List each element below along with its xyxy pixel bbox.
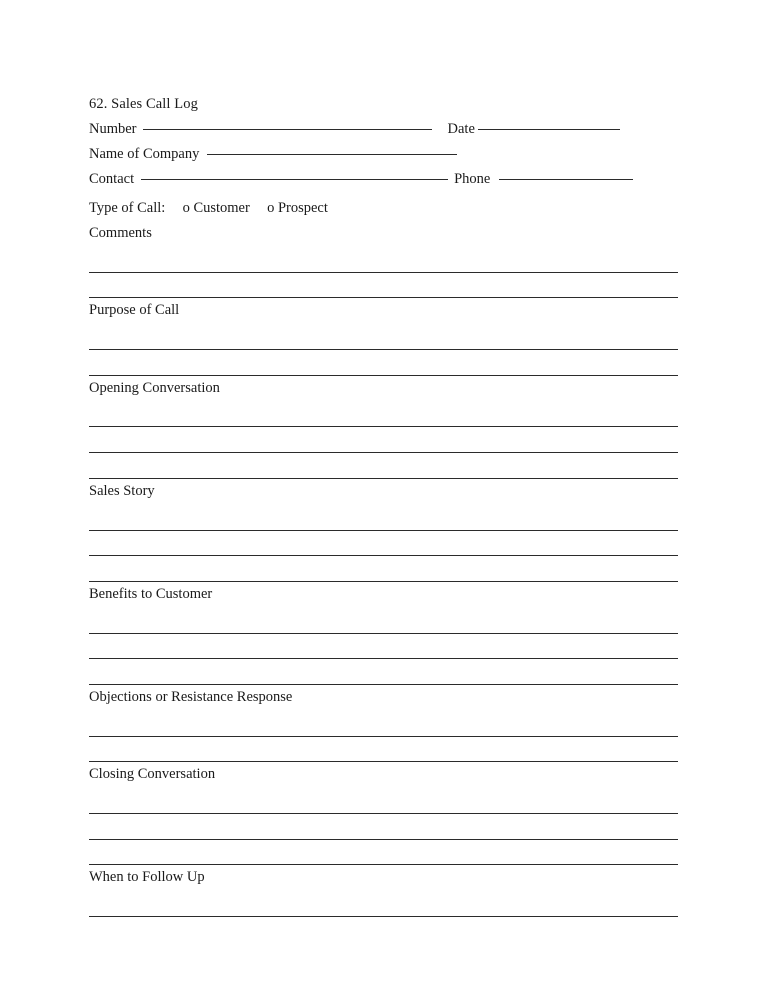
type-of-call-row xyxy=(89,196,679,221)
section-heading: Benefits to Customer xyxy=(89,585,213,602)
field-row-contact-phone xyxy=(89,171,679,196)
write-line[interactable] xyxy=(89,273,678,299)
write-line[interactable] xyxy=(89,659,678,685)
section-heading: Closing Conversation xyxy=(89,766,216,783)
section-comments xyxy=(89,221,679,298)
section-heading: Opening Conversation xyxy=(89,379,220,396)
label-number: Number xyxy=(89,121,137,137)
form-sections xyxy=(89,221,679,917)
section-write-lines xyxy=(89,607,679,685)
section-purpose-of-call xyxy=(89,298,679,375)
section-write-lines xyxy=(89,246,679,298)
section-write-lines xyxy=(89,787,679,865)
write-line[interactable] xyxy=(89,891,678,917)
label-date: Date xyxy=(447,121,475,137)
field-row-company xyxy=(89,146,679,171)
section-benefits-to-customer xyxy=(89,582,679,685)
form-content xyxy=(89,96,679,917)
page-title: 62. Sales Call Log xyxy=(89,96,198,112)
option-customer[interactable]: o Customer xyxy=(182,200,250,216)
input-number[interactable] xyxy=(143,129,432,130)
input-date[interactable] xyxy=(478,129,620,130)
write-line[interactable] xyxy=(89,608,678,634)
section-heading: Sales Story xyxy=(89,482,155,499)
label-name-of-company: Name of Company xyxy=(89,146,200,162)
section-write-lines xyxy=(89,323,679,375)
write-line[interactable] xyxy=(89,840,678,866)
write-line[interactable] xyxy=(89,350,678,376)
section-opening-conversation xyxy=(89,376,679,479)
label-type-of-call: Type of Call: xyxy=(89,200,166,216)
section-write-lines xyxy=(89,890,679,917)
write-line[interactable] xyxy=(89,634,678,660)
write-line[interactable] xyxy=(89,814,678,840)
section-write-lines xyxy=(89,504,679,582)
input-contact[interactable] xyxy=(141,179,448,180)
section-write-lines xyxy=(89,710,679,762)
section-heading: Objections or Resistance Response xyxy=(89,688,293,705)
write-line[interactable] xyxy=(89,427,678,453)
write-line[interactable] xyxy=(89,556,678,582)
section-heading: When to Follow Up xyxy=(89,869,205,886)
option-prospect[interactable]: o Prospect xyxy=(267,200,328,216)
section-write-lines xyxy=(89,401,679,479)
input-phone[interactable] xyxy=(499,179,633,180)
write-line[interactable] xyxy=(89,505,678,531)
section-heading: Comments xyxy=(89,225,152,241)
write-line[interactable] xyxy=(89,711,678,737)
write-line[interactable] xyxy=(89,402,678,428)
write-line[interactable] xyxy=(89,247,678,273)
section-heading: Purpose of Call xyxy=(89,302,180,319)
section-objections-or-resistance-response xyxy=(89,685,679,762)
section-when-to-follow-up xyxy=(89,865,679,917)
section-closing-conversation xyxy=(89,762,679,865)
write-line[interactable] xyxy=(89,737,678,763)
input-company[interactable] xyxy=(207,154,457,155)
write-line[interactable] xyxy=(89,788,678,814)
section-sales-story xyxy=(89,479,679,582)
label-contact: Contact xyxy=(89,171,135,187)
write-line[interactable] xyxy=(89,531,678,557)
label-phone: Phone xyxy=(454,171,491,187)
write-line[interactable] xyxy=(89,453,678,479)
field-row-number-date xyxy=(89,121,679,146)
write-line[interactable] xyxy=(89,324,678,350)
